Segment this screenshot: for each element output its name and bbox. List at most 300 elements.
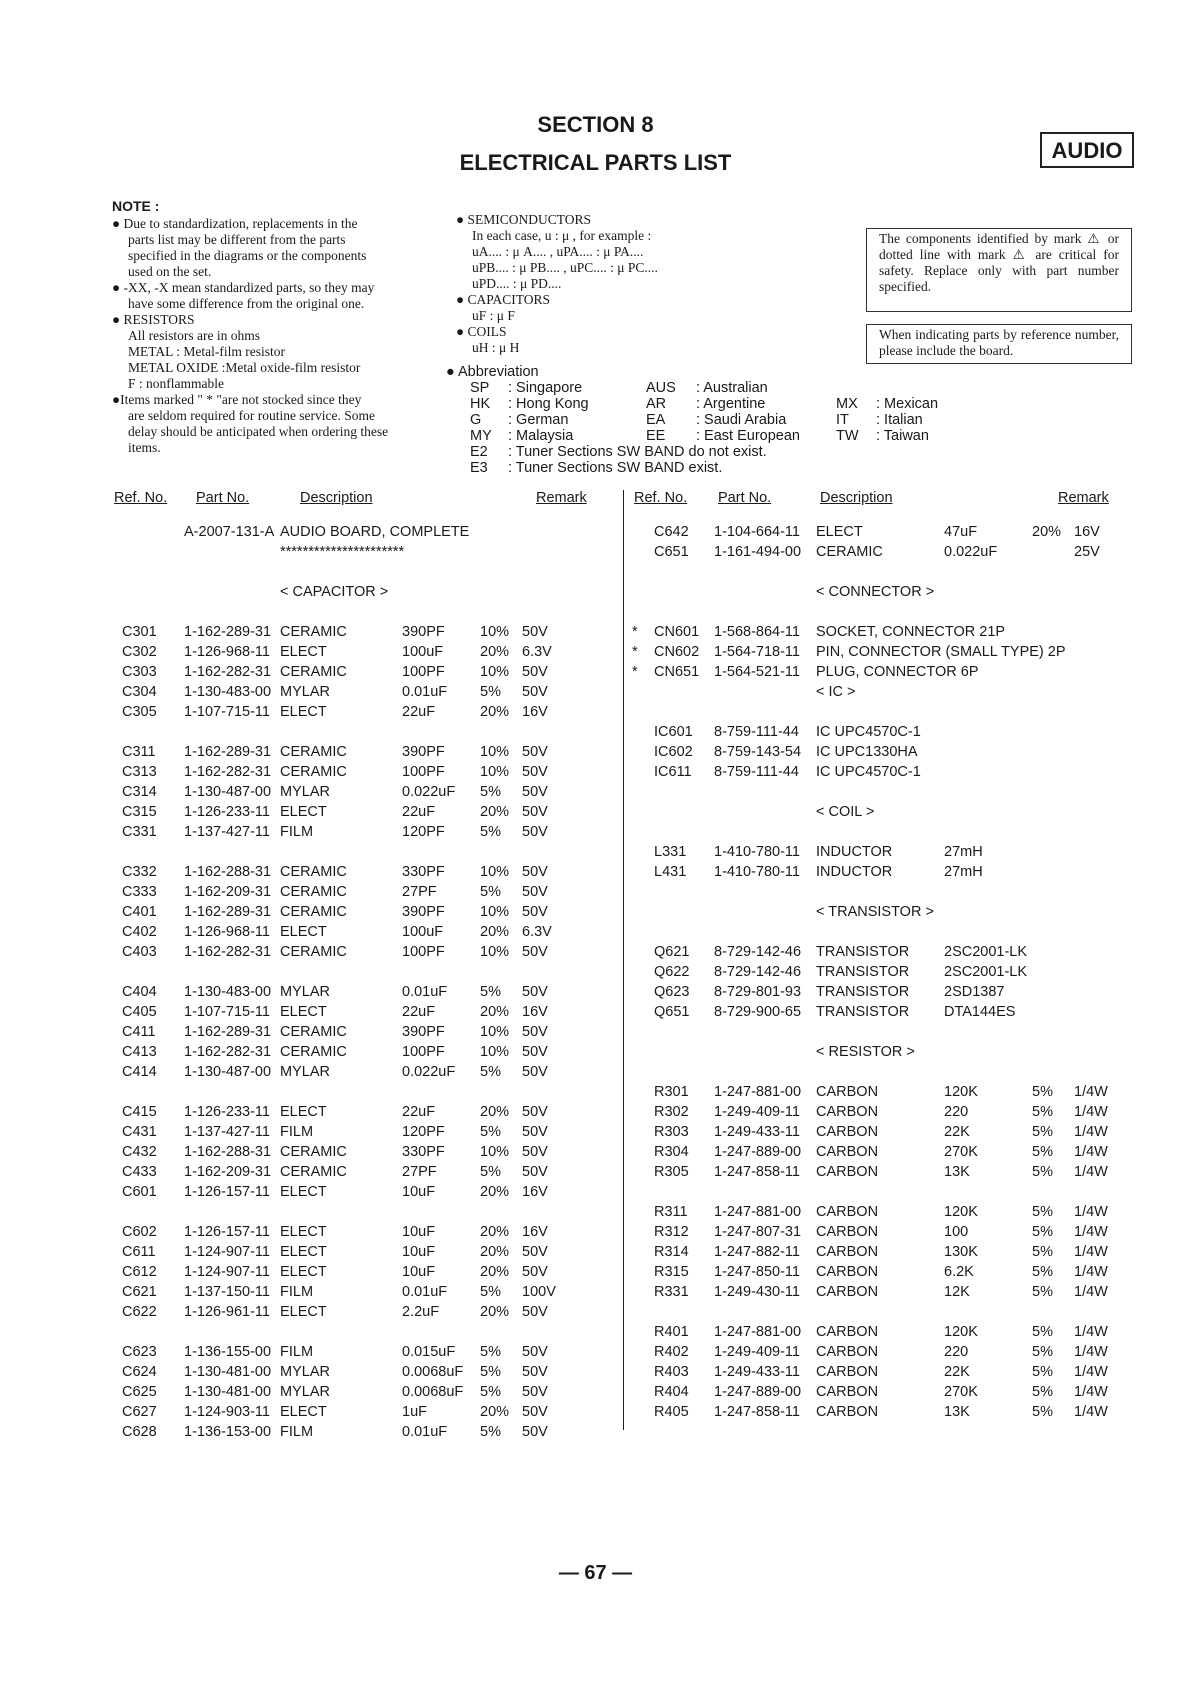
ref-no: CN602: [654, 644, 700, 660]
description: CARBON: [816, 1104, 879, 1120]
tolerance: 5%: [480, 1164, 501, 1180]
ref-no: C628: [122, 1424, 157, 1440]
ref-no: CN601: [654, 624, 700, 640]
description: ELECT: [280, 924, 327, 940]
table-row: [112, 1222, 642, 1242]
abbr-name: : Italian: [876, 412, 923, 428]
rating: 50V: [522, 944, 548, 960]
description: < CONNECTOR >: [816, 584, 935, 600]
ref-no: C611: [122, 1244, 156, 1260]
description: CARBON: [816, 1224, 879, 1240]
table-row: [112, 1042, 642, 1062]
table-row: [112, 582, 642, 602]
rating: 1/4W: [1074, 1124, 1108, 1140]
tolerance: 20%: [480, 1004, 510, 1020]
description: < RESISTOR >: [816, 1044, 915, 1060]
part-no: 1-247-850-11: [714, 1264, 800, 1280]
abbr-name: : Hong Kong: [508, 396, 589, 412]
tolerance: 5%: [1032, 1164, 1053, 1180]
left-rows: [112, 522, 642, 1442]
rating: 50V: [522, 904, 548, 920]
description: CARBON: [816, 1204, 879, 1220]
description: MYLAR: [280, 684, 330, 700]
rating: 50V: [522, 1344, 548, 1360]
row-spacer: [112, 722, 642, 742]
rating: 50V: [522, 1304, 548, 1320]
ref-no: R405: [654, 1404, 689, 1420]
part-no: 1-247-889-00: [714, 1144, 802, 1160]
value: 0.0068uF: [402, 1384, 464, 1400]
part-no: 1-247-881-00: [714, 1204, 802, 1220]
tolerance: 5%: [1032, 1144, 1053, 1160]
table-row: [634, 1382, 1164, 1402]
tolerance: 10%: [480, 744, 510, 760]
rating: 50V: [522, 684, 548, 700]
ref-no: R401: [654, 1324, 689, 1340]
rating: 50V: [522, 1104, 548, 1120]
abbr-name: : German: [508, 412, 569, 428]
abbr-name: : Argentine: [696, 396, 766, 412]
value: 120K: [944, 1324, 978, 1340]
table-row: [634, 1362, 1164, 1382]
ref-no: R305: [654, 1164, 689, 1180]
section-heading: SECTION 8: [537, 112, 654, 137]
tolerance: 10%: [480, 904, 510, 920]
part-no: 8-729-900-65: [714, 1004, 802, 1020]
description: ELECT: [280, 1184, 327, 1200]
tolerance: 5%: [480, 684, 501, 700]
table-row: [112, 642, 642, 662]
description: ELECT: [816, 524, 863, 540]
description: CERAMIC: [280, 904, 347, 920]
audio-tag: AUDIO: [1040, 132, 1134, 168]
value: DTA144ES: [944, 1004, 1016, 1020]
table-row: [112, 622, 642, 642]
ref-no: C642: [654, 524, 689, 540]
table-row: [634, 1162, 1164, 1182]
description: CERAMIC: [280, 664, 347, 680]
table-row: [634, 722, 1164, 742]
description: MYLAR: [280, 1064, 330, 1080]
ref-no: C315: [122, 804, 157, 820]
tolerance: 20%: [480, 1224, 510, 1240]
description: ELECT: [280, 704, 327, 720]
tolerance: 5%: [480, 1284, 501, 1300]
table-row: [112, 782, 642, 802]
ref-no: C431: [122, 1124, 157, 1140]
remark-header: Remark: [536, 490, 587, 506]
rating: 1/4W: [1074, 1224, 1108, 1240]
abbr-name: : Tuner Sections SW BAND do not exist.: [508, 444, 767, 460]
table-row: [112, 922, 642, 942]
table-row: [112, 1402, 642, 1422]
row-spacer: [112, 1082, 642, 1102]
value: 2SC2001-LK: [944, 944, 1028, 960]
tolerance: 5%: [480, 784, 501, 800]
abbr-name: : Malaysia: [508, 428, 574, 444]
value: 0.01uF: [402, 684, 448, 700]
description: CARBON: [816, 1284, 879, 1300]
abbr-code: TW: [836, 428, 859, 444]
ref-no: R303: [654, 1124, 689, 1140]
table-row: [634, 1002, 1164, 1022]
part-no: 1-124-907-11: [184, 1264, 270, 1280]
part-no: 1-124-907-11: [184, 1244, 270, 1260]
tolerance: 20%: [480, 1244, 510, 1260]
table-row: [634, 962, 1164, 982]
description: INDUCTOR: [816, 864, 893, 880]
description: < CAPACITOR >: [280, 584, 389, 600]
table-row: [112, 762, 642, 782]
row-spacer: [634, 1062, 1164, 1082]
table-row: [634, 1202, 1164, 1222]
part-no: 1-162-288-31: [184, 864, 272, 880]
description: CARBON: [816, 1324, 879, 1340]
description: CARBON: [816, 1164, 879, 1180]
tolerance: 10%: [480, 1044, 510, 1060]
value: 0.022uF: [402, 784, 456, 800]
value: 22uF: [402, 804, 436, 820]
tolerance: 10%: [480, 944, 510, 960]
part-no: 1-126-968-11: [184, 924, 270, 940]
ref-no: C401: [122, 904, 157, 920]
rating: 1/4W: [1074, 1104, 1108, 1120]
table-row: [634, 902, 1164, 922]
not-stocked-mark: *: [632, 624, 638, 640]
row-spacer: [112, 562, 642, 582]
part-no: 1-247-858-11: [714, 1404, 800, 1420]
table-row: [112, 882, 642, 902]
part-no: 1-249-433-11: [714, 1124, 800, 1140]
part-no: 1-130-481-00: [184, 1384, 272, 1400]
rating: 1/4W: [1074, 1324, 1108, 1340]
table-row: [112, 1022, 642, 1042]
note-line: items.: [128, 440, 161, 455]
part-no: 1-126-233-11: [184, 1104, 270, 1120]
description: CERAMIC: [816, 544, 883, 560]
rating: 50V: [522, 764, 548, 780]
rating: 50V: [522, 864, 548, 880]
part-no: 1-126-233-11: [184, 804, 270, 820]
part-no: 1-126-968-11: [184, 644, 270, 660]
tolerance: 5%: [1032, 1284, 1053, 1300]
description: CERAMIC: [280, 1044, 347, 1060]
table-row: [634, 802, 1164, 822]
part-no: 8-729-142-46: [714, 944, 802, 960]
description: CARBON: [816, 1404, 879, 1420]
rating: 1/4W: [1074, 1364, 1108, 1380]
ref-header: Ref. No.: [634, 490, 688, 506]
rating: 6.3V: [522, 644, 552, 660]
description: FILM: [280, 1424, 314, 1440]
value: 10uF: [402, 1264, 436, 1280]
tolerance: 5%: [1032, 1344, 1053, 1360]
part-no: 1-162-288-31: [184, 1144, 272, 1160]
table-row: [634, 742, 1164, 762]
note-title: NOTE :: [112, 198, 160, 214]
abbr-code: MY: [470, 428, 492, 444]
value: 120PF: [402, 824, 445, 840]
note-line: parts list may be different from the parts: [128, 232, 346, 247]
row-spacer: [112, 962, 642, 982]
table-row: [634, 942, 1164, 962]
part-no: 1-162-209-31: [184, 1164, 272, 1180]
rating: 16V: [522, 1224, 548, 1240]
ref-no: R314: [654, 1244, 689, 1260]
description: TRANSISTOR: [816, 944, 910, 960]
part-no: 1-126-157-11: [184, 1184, 270, 1200]
ref-no: R312: [654, 1224, 689, 1240]
part-no: 1-137-150-11: [184, 1284, 270, 1300]
row-spacer: [112, 1322, 642, 1342]
ref-no: IC601: [654, 724, 693, 740]
part-no: 1-130-481-00: [184, 1364, 272, 1380]
tolerance: 20%: [480, 1404, 510, 1420]
part-no: 1-162-289-31: [184, 1024, 272, 1040]
safety-note-box: The components identified by mark ⚠ or dotted line with mark ⚠ are critical for safety. Replace only with part number specified.: [866, 228, 1132, 312]
part-no: 8-759-143-54: [714, 744, 802, 760]
ref-no: R304: [654, 1144, 689, 1160]
tolerance: 5%: [480, 1124, 501, 1140]
part-no: 1-247-807-31: [714, 1224, 802, 1240]
description: CARBON: [816, 1384, 879, 1400]
part-no: 1-136-153-00: [184, 1424, 272, 1440]
note-line: uPB.... : μ PB.... , uPC.... : μ PC....: [472, 260, 658, 275]
part-no: 1-564-521-11: [714, 664, 800, 680]
ref-no: C311: [122, 744, 156, 760]
description: MYLAR: [280, 984, 330, 1000]
value: 0.022uF: [402, 1064, 456, 1080]
page-number: — 67 —: [558, 1562, 633, 1584]
table-row: [634, 1122, 1164, 1142]
tolerance: 10%: [480, 864, 510, 880]
description: ELECT: [280, 1264, 327, 1280]
part-no: 1-162-282-31: [184, 1044, 272, 1060]
ref-no: C302: [122, 644, 157, 660]
part-no: 1-247-882-11: [714, 1244, 800, 1260]
rating: 50V: [522, 744, 548, 760]
note-line: have some difference from the original one.: [128, 296, 365, 311]
ref-no: R331: [654, 1284, 689, 1300]
note-line: uF : μ F: [472, 308, 515, 323]
description: **********************: [280, 544, 405, 560]
description: FILM: [280, 1344, 314, 1360]
part-no: 1-162-282-31: [184, 764, 272, 780]
table-row: [112, 1122, 642, 1142]
table-row: [112, 802, 642, 822]
value: 390PF: [402, 904, 445, 920]
part-no: 1-162-289-31: [184, 624, 272, 640]
ref-no: R311: [654, 1204, 688, 1220]
rating: 50V: [522, 884, 548, 900]
ref-no: C621: [122, 1284, 157, 1300]
part-no: 8-729-801-93: [714, 984, 802, 1000]
value: 22K: [944, 1124, 970, 1140]
table-row: [634, 1242, 1164, 1262]
rating: 50V: [522, 624, 548, 640]
value: 120K: [944, 1084, 978, 1100]
rating: 50V: [522, 1264, 548, 1280]
part-no: 1-130-483-00: [184, 984, 272, 1000]
ref-no: IC602: [654, 744, 693, 760]
description: CARBON: [816, 1264, 879, 1280]
value: 330PF: [402, 1144, 445, 1160]
value: 100PF: [402, 944, 445, 960]
rating: 50V: [522, 664, 548, 680]
part-no: 1-410-780-11: [714, 844, 800, 860]
rating: 1/4W: [1074, 1344, 1108, 1360]
abbr-code: EA: [646, 412, 666, 428]
table-row: [112, 982, 642, 1002]
value: 2SD1387: [944, 984, 1005, 1000]
ref-no: L431: [654, 864, 687, 880]
abbr-code: E3: [470, 460, 488, 476]
value: 27PF: [402, 1164, 437, 1180]
description: ELECT: [280, 1004, 327, 1020]
row-spacer: [634, 562, 1164, 582]
tolerance: 5%: [1032, 1364, 1053, 1380]
tolerance: 20%: [480, 924, 510, 940]
table-row: [634, 1042, 1164, 1062]
right-rows: [634, 522, 1164, 1422]
note-resistors: ● RESISTORS: [112, 312, 195, 327]
ref-no: C413: [122, 1044, 157, 1060]
ref-no: CN651: [654, 664, 700, 680]
description: CARBON: [816, 1084, 879, 1100]
tolerance: 5%: [1032, 1244, 1053, 1260]
tolerance: 5%: [480, 984, 501, 1000]
part-no: 8-759-111-44: [714, 764, 799, 780]
value: 220: [944, 1104, 969, 1120]
part-no: 1-410-780-11: [714, 864, 800, 880]
value: 120PF: [402, 1124, 445, 1140]
note-xx: ● -XX, -X mean standardized parts, so they may: [112, 280, 375, 295]
table-row: [112, 522, 642, 542]
tolerance: 5%: [480, 1364, 501, 1380]
part-no: 1-162-289-31: [184, 904, 272, 920]
ref-no: C303: [122, 664, 157, 680]
table-row: [112, 1062, 642, 1082]
description: CARBON: [816, 1144, 879, 1160]
tolerance: 5%: [480, 1064, 501, 1080]
table-row: [634, 1342, 1164, 1362]
abbr-code: E2: [470, 444, 488, 460]
rating: 100V: [522, 1284, 556, 1300]
tolerance: 5%: [1032, 1124, 1053, 1140]
rating: 1/4W: [1074, 1244, 1108, 1260]
table-row: [112, 1002, 642, 1022]
description: TRANSISTOR: [816, 1004, 910, 1020]
part-no: 8-759-111-44: [714, 724, 799, 740]
rating: 50V: [522, 1384, 548, 1400]
value: 47uF: [944, 524, 978, 540]
table-row: [112, 682, 642, 702]
description: IC UPC4570C-1: [816, 724, 921, 740]
note-items: ●Items marked " * "are not stocked since they: [112, 392, 362, 407]
tolerance: 10%: [480, 764, 510, 780]
ref-no: C432: [122, 1144, 157, 1160]
table-row: [112, 1162, 642, 1182]
ref-no: R402: [654, 1344, 689, 1360]
description: < COIL >: [816, 804, 875, 820]
ref-no: Q651: [654, 1004, 690, 1020]
value: 27PF: [402, 884, 437, 900]
description: ELECT: [280, 1304, 327, 1320]
description: MYLAR: [280, 1384, 330, 1400]
tolerance: 5%: [1032, 1404, 1053, 1420]
part-header: Part No.: [718, 490, 772, 506]
rating: 25V: [1074, 544, 1100, 560]
part-no: 1-162-289-31: [184, 744, 272, 760]
table-row: [112, 1102, 642, 1122]
value: 27mH: [944, 844, 983, 860]
rating: 50V: [522, 1144, 548, 1160]
value: 330PF: [402, 864, 445, 880]
description: INDUCTOR: [816, 844, 893, 860]
ref-no: C623: [122, 1344, 157, 1360]
description: IC UPC1330HA: [816, 744, 918, 760]
part-no: 1-137-427-11: [184, 1124, 270, 1140]
description: CERAMIC: [280, 624, 347, 640]
abbr-name: : Tuner Sections SW BAND exist.: [508, 460, 723, 476]
description: CARBON: [816, 1344, 879, 1360]
table-row: [634, 1142, 1164, 1162]
value: 10uF: [402, 1224, 436, 1240]
description: FILM: [280, 824, 314, 840]
value: 0.0068uF: [402, 1364, 464, 1380]
ref-no: C333: [122, 884, 157, 900]
tolerance: 5%: [1032, 1264, 1053, 1280]
abbr-code: SP: [470, 380, 490, 396]
note-line: specified in the diagrams or the components: [128, 248, 367, 263]
table-row: [634, 642, 1164, 662]
note-line: METAL OXIDE :Metal oxide-film resistor: [128, 360, 361, 375]
table-row: [112, 1382, 642, 1402]
value: 13K: [944, 1404, 970, 1420]
tolerance: 5%: [480, 1344, 501, 1360]
value: 0.01uF: [402, 1284, 448, 1300]
not-stocked-mark: *: [632, 664, 638, 680]
table-row: [634, 622, 1164, 642]
abbr-code: AUS: [646, 380, 676, 396]
tolerance: 10%: [480, 1144, 510, 1160]
tolerance: 20%: [480, 1184, 510, 1200]
tolerance: 5%: [1032, 1324, 1053, 1340]
table-row: [112, 542, 642, 562]
note-line: All resistors are in ohms: [128, 328, 260, 343]
rating: 50V: [522, 784, 548, 800]
part-no: 1-247-881-00: [714, 1324, 802, 1340]
value: 0.01uF: [402, 1424, 448, 1440]
description: MYLAR: [280, 1364, 330, 1380]
row-spacer: [634, 1182, 1164, 1202]
description: CARBON: [816, 1244, 879, 1260]
part-no: 1-130-487-00: [184, 1064, 272, 1080]
value: 390PF: [402, 744, 445, 760]
description: FILM: [280, 1284, 314, 1300]
description: CARBON: [816, 1364, 879, 1380]
tolerance: 20%: [480, 704, 510, 720]
note-line: METAL : Metal-film resistor: [128, 344, 286, 359]
description: CERAMIC: [280, 1144, 347, 1160]
ref-no: C301: [122, 624, 157, 640]
rating: 1/4W: [1074, 1264, 1108, 1280]
description: CERAMIC: [280, 764, 347, 780]
description: < TRANSISTOR >: [816, 904, 934, 920]
description: CERAMIC: [280, 864, 347, 880]
part-no: 1-568-864-11: [714, 624, 800, 640]
rating: 50V: [522, 1404, 548, 1420]
